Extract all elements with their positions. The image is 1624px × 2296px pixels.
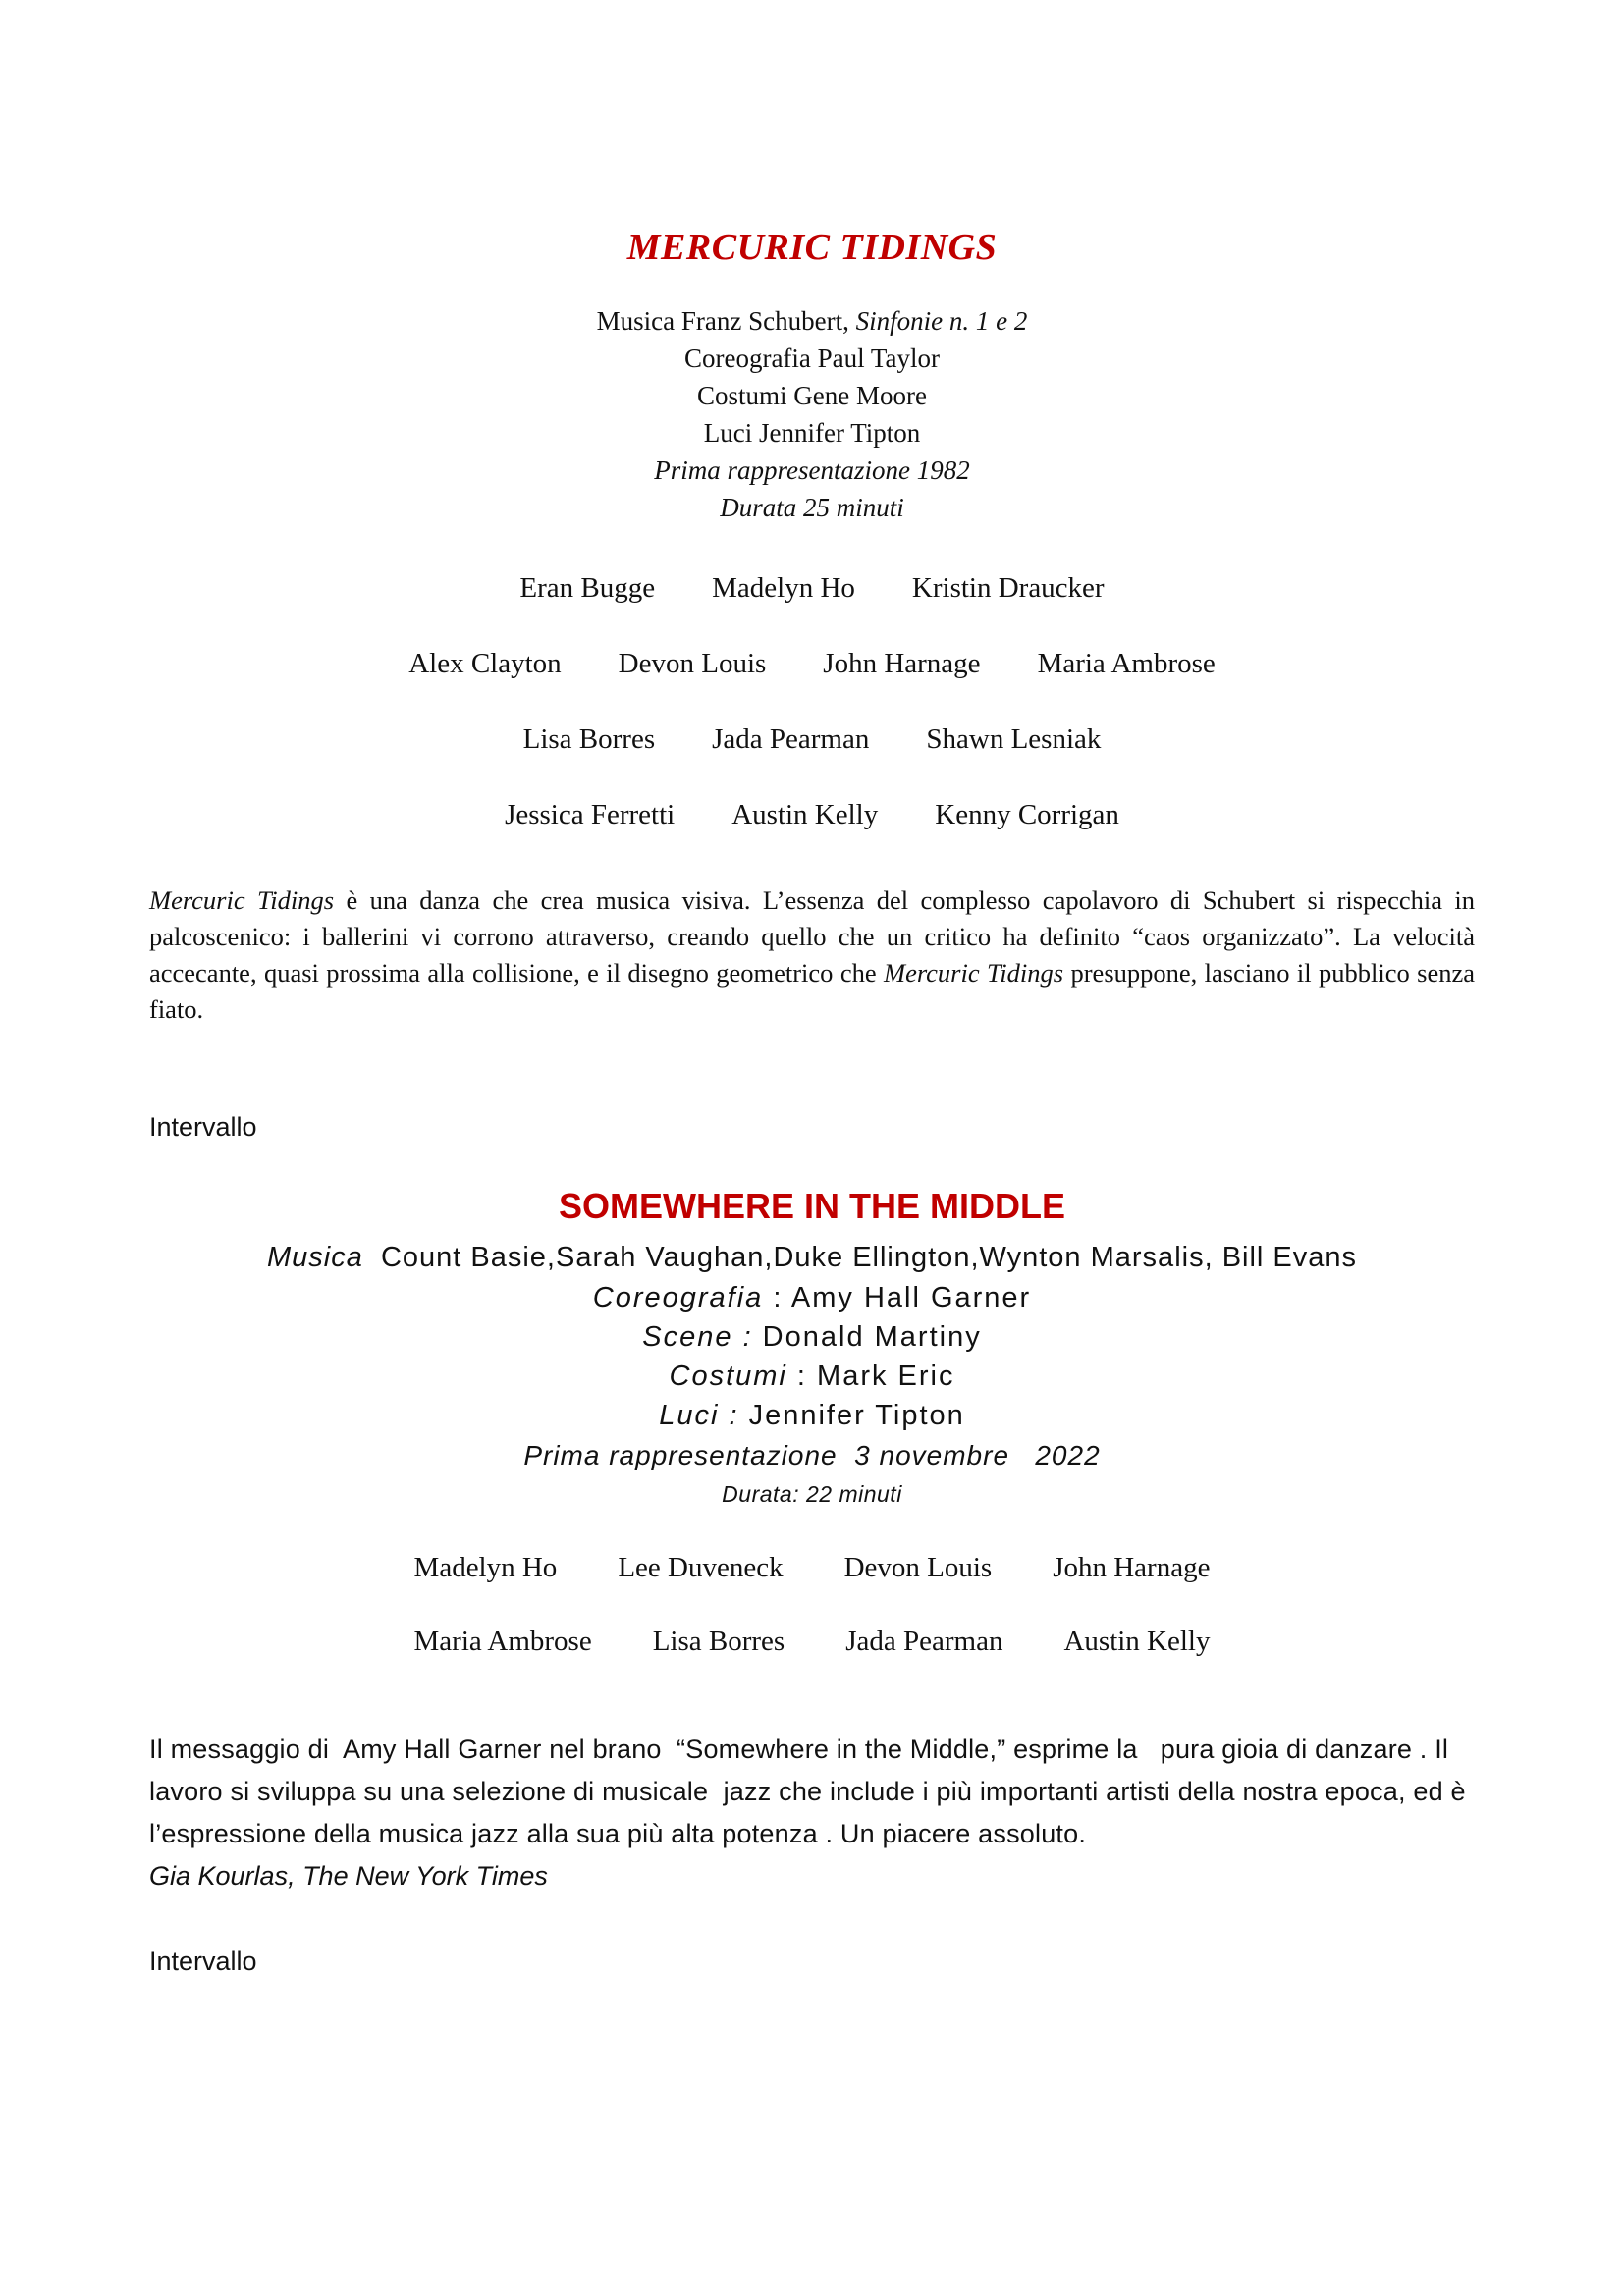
- piece2-credits: [149, 1237, 1475, 1512]
- piece2-credit-lights-value: Jennifer Tipton: [738, 1400, 965, 1431]
- dancer-name: Maria Ambrose: [1037, 648, 1216, 679]
- dancer-name: Lisa Borres: [652, 1626, 785, 1657]
- piece2-credit-music: [149, 1237, 1475, 1278]
- piece2-credit-music-label: Musica: [266, 1242, 363, 1273]
- piece1-cast: [149, 569, 1475, 833]
- piece1-description-title-ref: Mercuric Tidings: [884, 958, 1064, 988]
- dancer-name: Jessica Ferretti: [505, 799, 676, 830]
- piece1-description: [149, 882, 1475, 1028]
- piece2-credit-choreography: [149, 1278, 1475, 1317]
- piece1-credit-lights: Luci Jennifer Tipton: [703, 418, 921, 448]
- dancer-name: Maria Ambrose: [413, 1626, 592, 1657]
- piece2-credit-scene-label: Scene :: [642, 1321, 753, 1353]
- piece1-credits: [149, 302, 1475, 526]
- piece2-credit-duration: Durata: 22 minuti: [722, 1481, 902, 1507]
- interval-label-2: Intervallo: [149, 1947, 257, 1976]
- dancer-name: Lee Duveneck: [618, 1552, 784, 1583]
- cast-row: [149, 569, 1475, 607]
- dancer-name: Shawn Lesniak: [926, 723, 1102, 755]
- piece2-credit-choreography-label: Coreografia: [592, 1282, 764, 1313]
- dancer-name: Kristin Draucker: [911, 572, 1105, 604]
- dancer-name: Kenny Corrigan: [935, 799, 1119, 830]
- cast-row: [149, 796, 1475, 833]
- dancer-name: Austin Kelly: [1063, 1626, 1211, 1657]
- dancer-name: John Harnage: [1053, 1552, 1211, 1583]
- dancer-name: Jada Pearman: [712, 723, 870, 755]
- dancer-name: Eran Bugge: [519, 572, 656, 604]
- dancer-name: Alex Clayton: [408, 648, 562, 679]
- piece2-credit-lights-label: Luci :: [659, 1400, 739, 1431]
- dancer-name: Jada Pearman: [845, 1626, 1003, 1657]
- piece1-description-text: presuppone, lasciano il pubblico senza fiato.: [149, 958, 1475, 1024]
- dancer-name: Devon Louis: [843, 1552, 993, 1583]
- cast-row: [149, 645, 1475, 682]
- cast-row: [149, 721, 1475, 758]
- piece2-credit-scene-value: Donald Martiny: [752, 1321, 982, 1353]
- piece1-credit-premiere: Prima rappresentazione 1982: [654, 455, 970, 485]
- piece1-description-title-ref: Mercuric Tidings: [149, 885, 335, 915]
- piece2-title: SOMEWHERE IN THE MIDDLE: [558, 1186, 1065, 1226]
- interval-label-1: Intervallo: [149, 1112, 257, 1142]
- piece2-credit-scene: [149, 1317, 1475, 1357]
- piece2-credit-choreography-value: : Amy Hall Garner: [763, 1282, 1032, 1313]
- piece2-credit-costumes: [149, 1357, 1475, 1396]
- piece1-credit-music: [149, 302, 1475, 340]
- piece2-credit-music-value: Count Basie,Sarah Vaughan,Duke Ellington,Wynton Marsalis, Bill Evans: [362, 1242, 1358, 1273]
- dancer-name: Madelyn Ho: [712, 572, 855, 604]
- piece1-description-text: è una danza che crea musica visiva. L’essenza del complesso capolavoro di Schubert si rispecchia in palcoscenico: i ballerini vi corrono attraverso, creando quello che un critico ha definito “caos organizzato”. La velocità accecante, quasi prossima alla collisione, e il disegno geometrico che: [149, 885, 1475, 988]
- cast-row: [149, 1549, 1475, 1586]
- dancer-name: Lisa Borres: [522, 723, 656, 755]
- dancer-name: Devon Louis: [618, 648, 767, 679]
- piece1-credit-music-text: Musica Franz Schubert,: [596, 306, 856, 336]
- piece1-credit-choreography: Coreografia Paul Taylor: [683, 344, 941, 373]
- dancer-name: Madelyn Ho: [413, 1552, 558, 1583]
- piece1-credit-music-work: Sinfonie n. 1 e 2: [855, 306, 1028, 336]
- piece1-title: MERCURIC TIDINGS: [626, 227, 998, 268]
- piece1-credit-costumes: Costumi Gene Moore: [697, 381, 927, 410]
- piece2-attribution: Gia Kourlas, The New York Times: [149, 1861, 548, 1891]
- dancer-name: John Harnage: [823, 648, 981, 679]
- dancer-name: Austin Kelly: [731, 799, 879, 830]
- piece2-credit-lights: [149, 1396, 1475, 1435]
- piece2-credit-premiere: Prima rappresentazione 3 novembre 2022: [523, 1440, 1101, 1470]
- piece2-cast: [149, 1549, 1475, 1660]
- piece2-description: Il messaggio di Amy Hall Garner nel brano “Somewhere in the Middle,” esprime la pura gioia di danzare . Il lavoro si sviluppa su una selezione di musicale jazz che include i più importanti artisti della nostra epoca, ed è l’espressione della musica jazz alla sua più alta potenza . Un piacere assoluto.: [149, 1735, 1474, 1848]
- cast-row: [149, 1623, 1475, 1660]
- piece1-credit-duration: Durata 25 minuti: [720, 493, 904, 522]
- piece2-credit-costumes-label: Costumi: [669, 1361, 787, 1392]
- piece2-credit-costumes-value: : Mark Eric: [786, 1361, 955, 1392]
